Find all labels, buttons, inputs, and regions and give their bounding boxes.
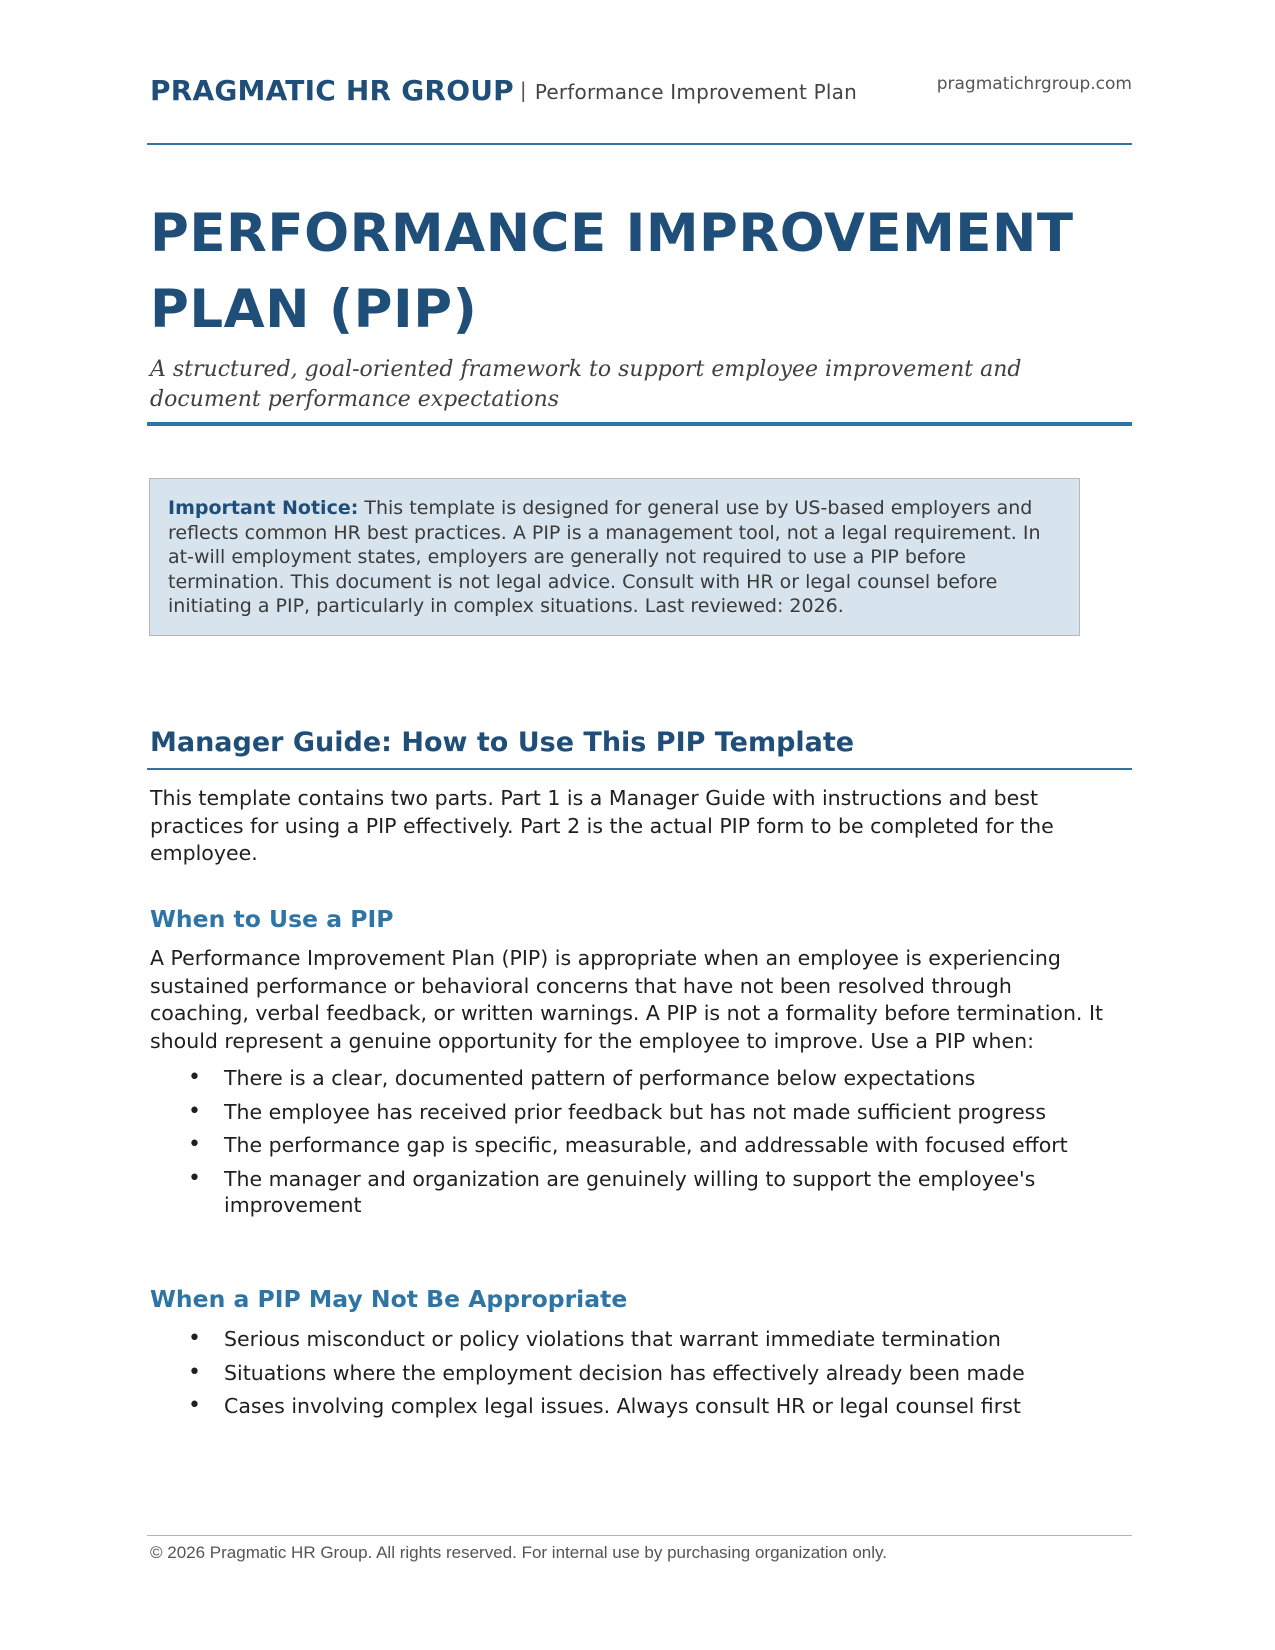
notice-label: Important Notice:	[168, 497, 359, 519]
not-appropriate-heading: When a PIP May Not Be Appropriate	[150, 1285, 628, 1313]
when-to-use-paragraph: A Performance Improvement Plan (PIP) is appropriate when an employee is experiencing sustained performance or behavioral concerns that have not been resolved through coaching, verbal feedback, or written warnings. A PIP is not a formality before termination. It should represent a genuine opportunity for the employee to improve. Use a PIP when:	[150, 946, 1104, 1053]
list-item: • The manager and organization are genuinely willing to support the employee's improvement	[150, 1166, 1080, 1218]
title-divider	[147, 422, 1132, 426]
list-item: • Situations where the employment decision has effectively already been made	[150, 1360, 1080, 1386]
page-title: PERFORMANCE IMPROVEMENT PLAN (PIP)	[150, 203, 1074, 340]
page-subtitle: A structured, goal-oriented framework to support employee improvement and document performance expectations	[150, 357, 1022, 412]
when-to-use-list	[150, 1065, 1080, 1225]
not-appropriate-list	[150, 1326, 1080, 1427]
page-header	[150, 74, 1132, 114]
list-item: • Serious misconduct or policy violations that warrant immediate termination	[150, 1326, 1080, 1352]
header-divider	[147, 143, 1132, 145]
header-separator: |	[519, 78, 527, 102]
when-to-use-heading: When to Use a PIP	[150, 905, 394, 933]
brand-line	[150, 74, 857, 107]
important-notice-box	[149, 478, 1080, 636]
list-item: • Cases involving complex legal issues. Always consult HR or legal counsel first	[150, 1393, 1080, 1419]
footer-divider	[147, 1535, 1132, 1536]
list-item: • The performance gap is specific, measurable, and addressable with focused effort	[150, 1132, 1080, 1158]
notice-text: This template is designed for general use by US-based employers and reflects common HR best practices. A PIP is a management tool, not a legal requirement. In at-will employment states, employers are generally not required to use a PIP before termination. This document is not legal advice. Consult with HR or legal counsel before initiating a PIP, particularly in complex situations. Last reviewed: 2026.	[168, 497, 1041, 618]
list-item: • The employee has received prior feedback but has not made sufficient progress	[150, 1099, 1080, 1125]
header-subtitle: Performance Improvement Plan	[534, 80, 857, 104]
website-link[interactable]: pragmatichrgroup.com	[936, 74, 1132, 94]
brand-name: PRAGMATIC HR GROUP	[150, 74, 514, 107]
manager-guide-heading: Manager Guide: How to Use This PIP Template	[150, 727, 855, 758]
list-item: • There is a clear, documented pattern of performance below expectations	[150, 1065, 1080, 1091]
footer-copyright: © 2026 Pragmatic HR Group. All rights reserved. For internal use by purchasing organization only.	[150, 1543, 887, 1562]
manager-guide-intro: This template contains two parts. Part 1 is a Manager Guide with instructions and best practices for using a PIP effectively. Part 2 is the actual PIP form to be completed for the employee.	[150, 786, 1054, 865]
manager-guide-divider	[147, 768, 1132, 770]
